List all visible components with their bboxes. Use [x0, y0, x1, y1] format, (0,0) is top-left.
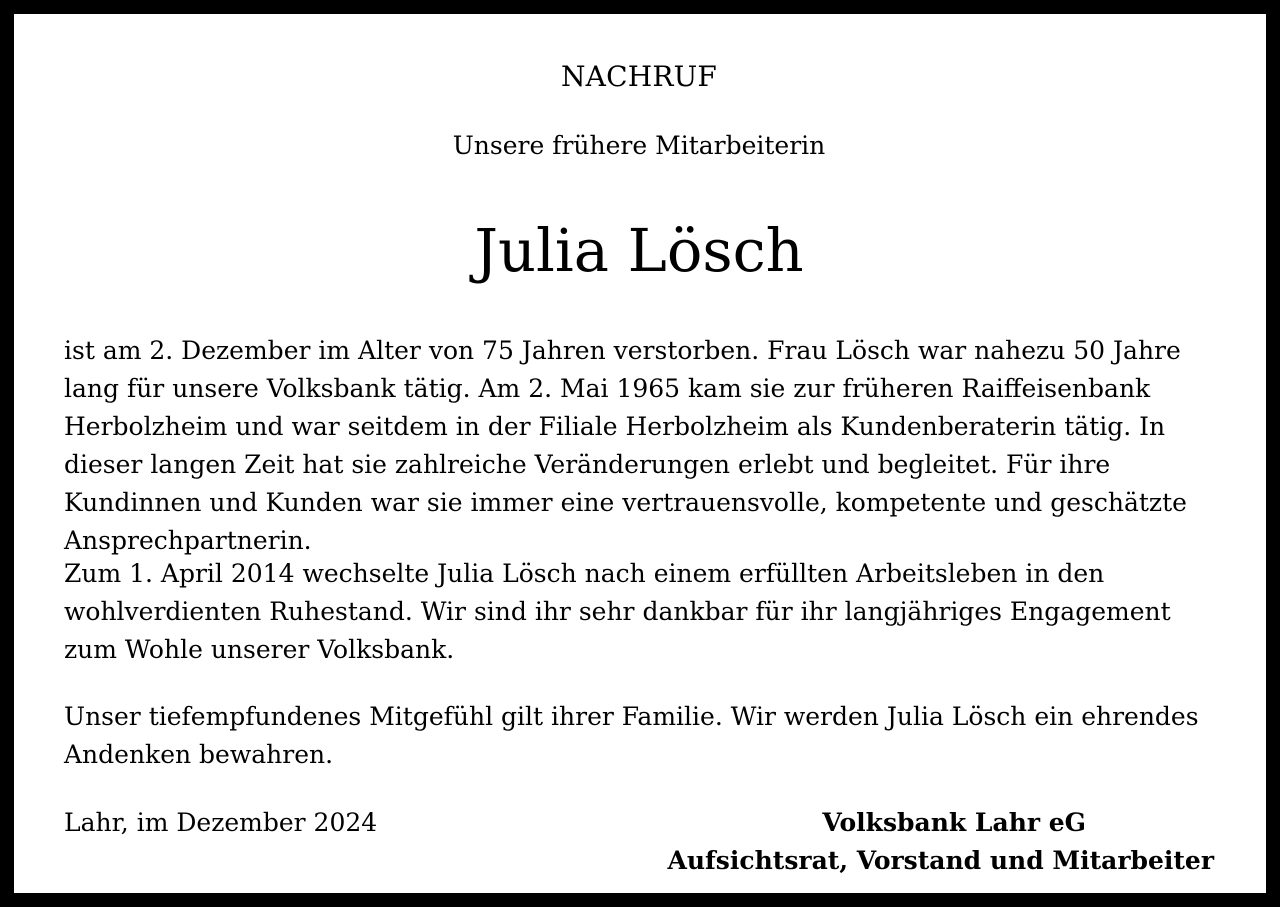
signature-signatories: Aufsichtsrat, Vorstand und Mitarbeiter	[667, 846, 1214, 875]
signature-block	[667, 804, 1214, 880]
deceased-name: Julia Lösch	[474, 216, 804, 285]
paragraph-retirement: Zum 1. April 2014 wechselte Julia Lösch nach einem erfüllten Arbeitsleben in den wohlverdienten Ruhestand. Wir sind ihr sehr dankbar für ihr langjähriges Engagement zum Wohle unserer Volksbank.	[64, 559, 1171, 664]
place-and-date: Lahr, im Dezember 2024	[64, 808, 378, 837]
obituary-notice	[64, 14, 1214, 893]
notice-subheading: Unsere frühere Mitarbeiterin	[452, 131, 826, 160]
paragraph-condolence: Unser tiefempfundenes Mitgefühl gilt ihrer Familie. Wir werden Julia Lösch ein ehrendes Andenken bewahren.	[64, 702, 1199, 769]
paragraph-biography: ist am 2. Dezember im Alter von 75 Jahren verstorben. Frau Lösch war nahezu 50 Jahre lang für unsere Volksbank tätig. Am 2. Mai 1965 kam sie zur früheren Raiffeisenbank Herbolzheim und war seitdem in der Filiale Herbolzheim als Kundenberaterin tätig. In dieser langen Zeit hat sie zahlreiche Veränderungen erlebt und begleitet. Für ihre Kundinnen und Kunden war sie immer eine vertrauensvolle, kompetente und geschätzte Ansprechpartnerin.	[64, 336, 1187, 555]
signature-organization: Volksbank Lahr eG	[822, 808, 1086, 837]
notice-heading: NACHRUF	[560, 60, 718, 93]
